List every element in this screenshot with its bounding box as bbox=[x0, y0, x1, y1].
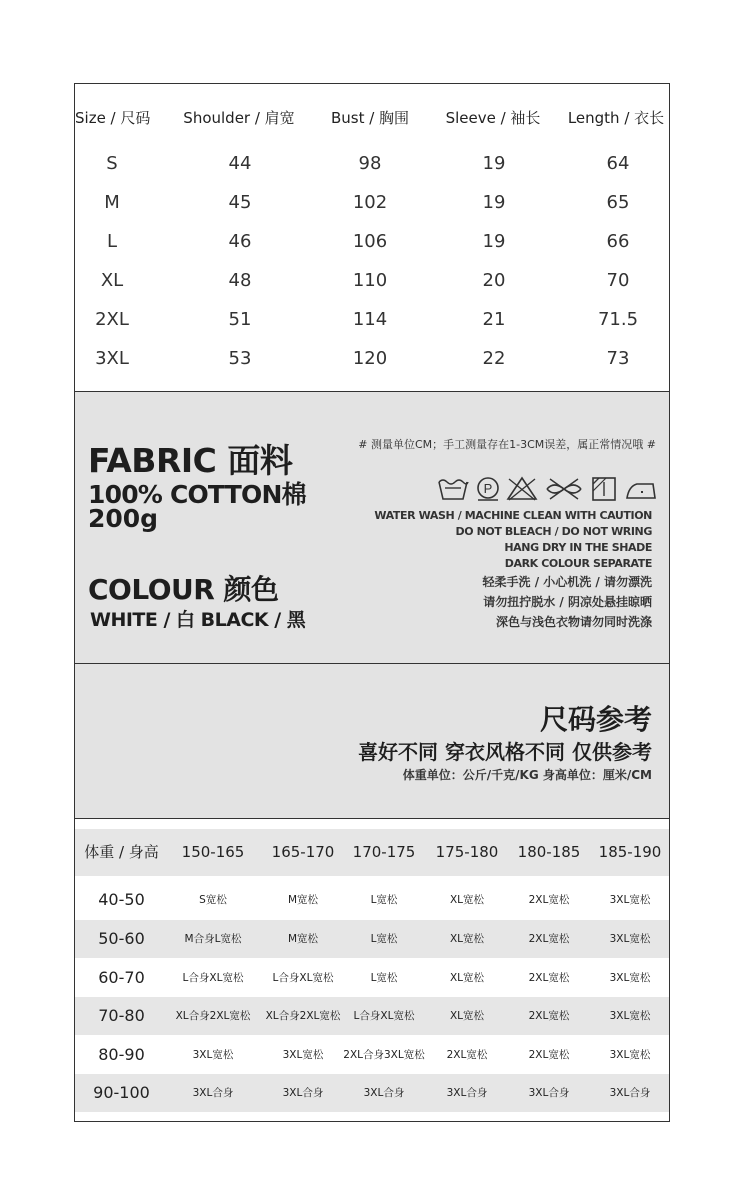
weight-height-header bbox=[75, 829, 669, 876]
reference-subtitle: 喜好不同 穿衣风格不同 仅供参考 bbox=[358, 740, 652, 764]
care-instructions-en bbox=[374, 508, 652, 572]
size-cell: L bbox=[106, 231, 118, 252]
size-recommendation: 3XL合身 bbox=[282, 1087, 324, 1099]
size-recommendation: 3XL宽松 bbox=[609, 1010, 651, 1022]
table-row bbox=[75, 230, 669, 254]
size-recommendation: 3XL宽松 bbox=[282, 1049, 324, 1061]
size-recommendation: XL宽松 bbox=[449, 972, 485, 984]
size-cell: M bbox=[104, 192, 120, 213]
size-recommendation: L宽松 bbox=[370, 894, 398, 906]
weight-range: 50-60 bbox=[98, 929, 145, 948]
size-cell: 3XL bbox=[95, 348, 129, 369]
colour-title: COLOUR 颜色 bbox=[88, 573, 279, 606]
size-cell: XL bbox=[100, 270, 124, 291]
bust-cell: 114 bbox=[352, 309, 388, 330]
fabric-title: FABRIC 面料 bbox=[88, 441, 293, 480]
header-height-range: 185-190 bbox=[598, 843, 662, 861]
size-recommendation: 2XL宽松 bbox=[528, 1010, 570, 1022]
size-recommendation: M合身L宽松 bbox=[184, 933, 242, 945]
table-row bbox=[75, 997, 669, 1035]
sleeve-cell: 20 bbox=[482, 270, 506, 291]
professional-clean-p-icon bbox=[475, 476, 501, 502]
size-recommendation: L宽松 bbox=[370, 972, 398, 984]
care-line: WATER WASH / MACHINE CLEAN WITH CAUTION bbox=[374, 509, 652, 522]
care-line: DO NOT BLEACH / DO NOT WRING bbox=[455, 525, 652, 538]
sleeve-cell: 19 bbox=[482, 192, 506, 213]
size-recommendation: XL宽松 bbox=[449, 933, 485, 945]
reference-title: 尺码参考 bbox=[539, 703, 652, 736]
size-recommendation: 3XL宽松 bbox=[609, 1049, 651, 1061]
care-line: HANG DRY IN THE SHADE bbox=[504, 541, 652, 554]
bust-cell: 106 bbox=[352, 231, 388, 252]
size-cell: 2XL bbox=[95, 309, 129, 330]
sleeve-cell: 22 bbox=[482, 348, 506, 369]
length-cell: 71.5 bbox=[597, 309, 639, 330]
weight-range: 90-100 bbox=[93, 1083, 150, 1102]
no-bleach-icon bbox=[506, 476, 538, 502]
care-line: DARK COLOUR SEPARATE bbox=[504, 557, 652, 570]
size-table bbox=[75, 84, 669, 391]
header-height-range: 170-175 bbox=[352, 843, 416, 861]
size-recommendation: 2XL宽松 bbox=[528, 933, 570, 945]
size-recommendation: S宽松 bbox=[199, 894, 227, 906]
size-recommendation: 2XL合身3XL宽松 bbox=[343, 1049, 425, 1061]
shoulder-cell: 51 bbox=[228, 309, 252, 330]
iron-icon bbox=[625, 476, 657, 502]
header-shoulder: Shoulder / 肩宽 bbox=[183, 109, 295, 127]
size-recommendation: 3XL合身 bbox=[609, 1087, 651, 1099]
length-cell: 70 bbox=[606, 270, 630, 291]
weight-range: 80-90 bbox=[98, 1045, 145, 1064]
care-line: 深色与浅色衣物请勿同时洗涤 bbox=[495, 615, 652, 629]
shoulder-cell: 45 bbox=[228, 192, 252, 213]
size-recommendation: 3XL宽松 bbox=[609, 972, 651, 984]
weight-range: 70-80 bbox=[98, 1006, 145, 1025]
sleeve-cell: 19 bbox=[482, 153, 506, 174]
fabric-weight: 200g bbox=[88, 504, 159, 533]
header-size: Size / 尺码 bbox=[75, 109, 151, 127]
shoulder-cell: 48 bbox=[228, 270, 252, 291]
table-row bbox=[75, 308, 669, 332]
fabric-composition: 100% COTTON棉 bbox=[88, 480, 306, 509]
size-recommendation: L合身XL宽松 bbox=[272, 972, 334, 984]
size-recommendation: L合身XL宽松 bbox=[353, 1010, 415, 1022]
size-recommendation: XL合身2XL宽松 bbox=[265, 1010, 341, 1022]
size-recommendation: 3XL合身 bbox=[363, 1087, 405, 1099]
shoulder-cell: 53 bbox=[228, 348, 252, 369]
size-reference-panel bbox=[75, 664, 669, 819]
size-table-header bbox=[75, 106, 669, 130]
colour-values: WHITE / 白 BLACK / 黑 bbox=[90, 609, 306, 631]
shoulder-cell: 46 bbox=[228, 231, 252, 252]
header-height-range: 165-170 bbox=[271, 843, 335, 861]
table-row bbox=[75, 191, 669, 215]
sleeve-cell: 21 bbox=[482, 309, 506, 330]
shoulder-cell: 44 bbox=[228, 153, 252, 174]
size-recommendation: 2XL宽松 bbox=[528, 894, 570, 906]
size-recommendation: 3XL宽松 bbox=[609, 933, 651, 945]
wash-tub-icon bbox=[437, 476, 469, 502]
bust-cell: 98 bbox=[358, 153, 382, 174]
hang-dry-shade-icon bbox=[591, 476, 617, 502]
header-height-range: 150-165 bbox=[181, 843, 245, 861]
size-recommendation: XL合身2XL宽松 bbox=[175, 1010, 251, 1022]
header-height-range: 180-185 bbox=[517, 843, 581, 861]
table-row bbox=[75, 959, 669, 997]
size-recommendation: 2XL宽松 bbox=[528, 972, 570, 984]
bust-cell: 120 bbox=[352, 348, 388, 369]
size-recommendation: XL宽松 bbox=[449, 1010, 485, 1022]
size-recommendation: 3XL合身 bbox=[192, 1087, 234, 1099]
weight-range: 40-50 bbox=[98, 890, 145, 909]
fabric-panel bbox=[75, 391, 669, 664]
size-recommendation: XL宽松 bbox=[449, 894, 485, 906]
header-sleeve: Sleeve / 袖长 bbox=[445, 109, 541, 127]
size-recommendation: L合身XL宽松 bbox=[182, 972, 244, 984]
size-chart-frame bbox=[74, 83, 670, 1122]
size-recommendation: 2XL宽松 bbox=[446, 1049, 488, 1061]
care-line: 轻柔手洗 / 小心机洗 / 请勿漂洗 bbox=[482, 575, 652, 589]
care-instructions-cn bbox=[483, 572, 652, 632]
table-row bbox=[75, 1036, 669, 1074]
header-height-range: 175-180 bbox=[435, 843, 499, 861]
svg-text:P: P bbox=[483, 481, 493, 496]
table-row bbox=[75, 152, 669, 176]
size-recommendation: M宽松 bbox=[287, 894, 319, 906]
reference-units: 体重单位：公斤/千克/KG 身高单位：厘米/CM bbox=[402, 768, 652, 782]
header-length: Length / 衣长 bbox=[567, 109, 665, 127]
size-recommendation: 3XL宽松 bbox=[609, 894, 651, 906]
header-bust: Bust / 胸围 bbox=[330, 109, 410, 127]
size-recommendation: 3XL合身 bbox=[446, 1087, 488, 1099]
bust-cell: 110 bbox=[352, 270, 388, 291]
size-recommendation: 3XL宽松 bbox=[192, 1049, 234, 1061]
length-cell: 64 bbox=[606, 153, 630, 174]
table-row bbox=[75, 920, 669, 958]
table-row bbox=[75, 1074, 669, 1112]
care-icons bbox=[435, 476, 659, 506]
length-cell: 73 bbox=[606, 348, 630, 369]
table-row bbox=[75, 269, 669, 293]
size-recommendation: 3XL合身 bbox=[528, 1087, 570, 1099]
no-wring-icon bbox=[544, 476, 584, 502]
header-weight-height: 体重 / 身高 bbox=[84, 843, 159, 861]
size-recommendation: L宽松 bbox=[370, 933, 398, 945]
table-row bbox=[75, 881, 669, 919]
length-cell: 65 bbox=[606, 192, 630, 213]
size-recommendation: 2XL宽松 bbox=[528, 1049, 570, 1061]
sleeve-cell: 19 bbox=[482, 231, 506, 252]
size-recommendation: M宽松 bbox=[287, 933, 319, 945]
bust-cell: 102 bbox=[352, 192, 388, 213]
table-row bbox=[75, 347, 669, 371]
care-line: 请勿扭拧脱水 / 阴凉处悬挂晾晒 bbox=[483, 595, 652, 609]
weight-range: 60-70 bbox=[98, 968, 145, 987]
size-cell: S bbox=[106, 153, 118, 174]
length-cell: 66 bbox=[606, 231, 630, 252]
measurement-note: # 测量单位CM；手工测量存在1-3CM误差，属正常情况哦 # bbox=[358, 438, 656, 451]
